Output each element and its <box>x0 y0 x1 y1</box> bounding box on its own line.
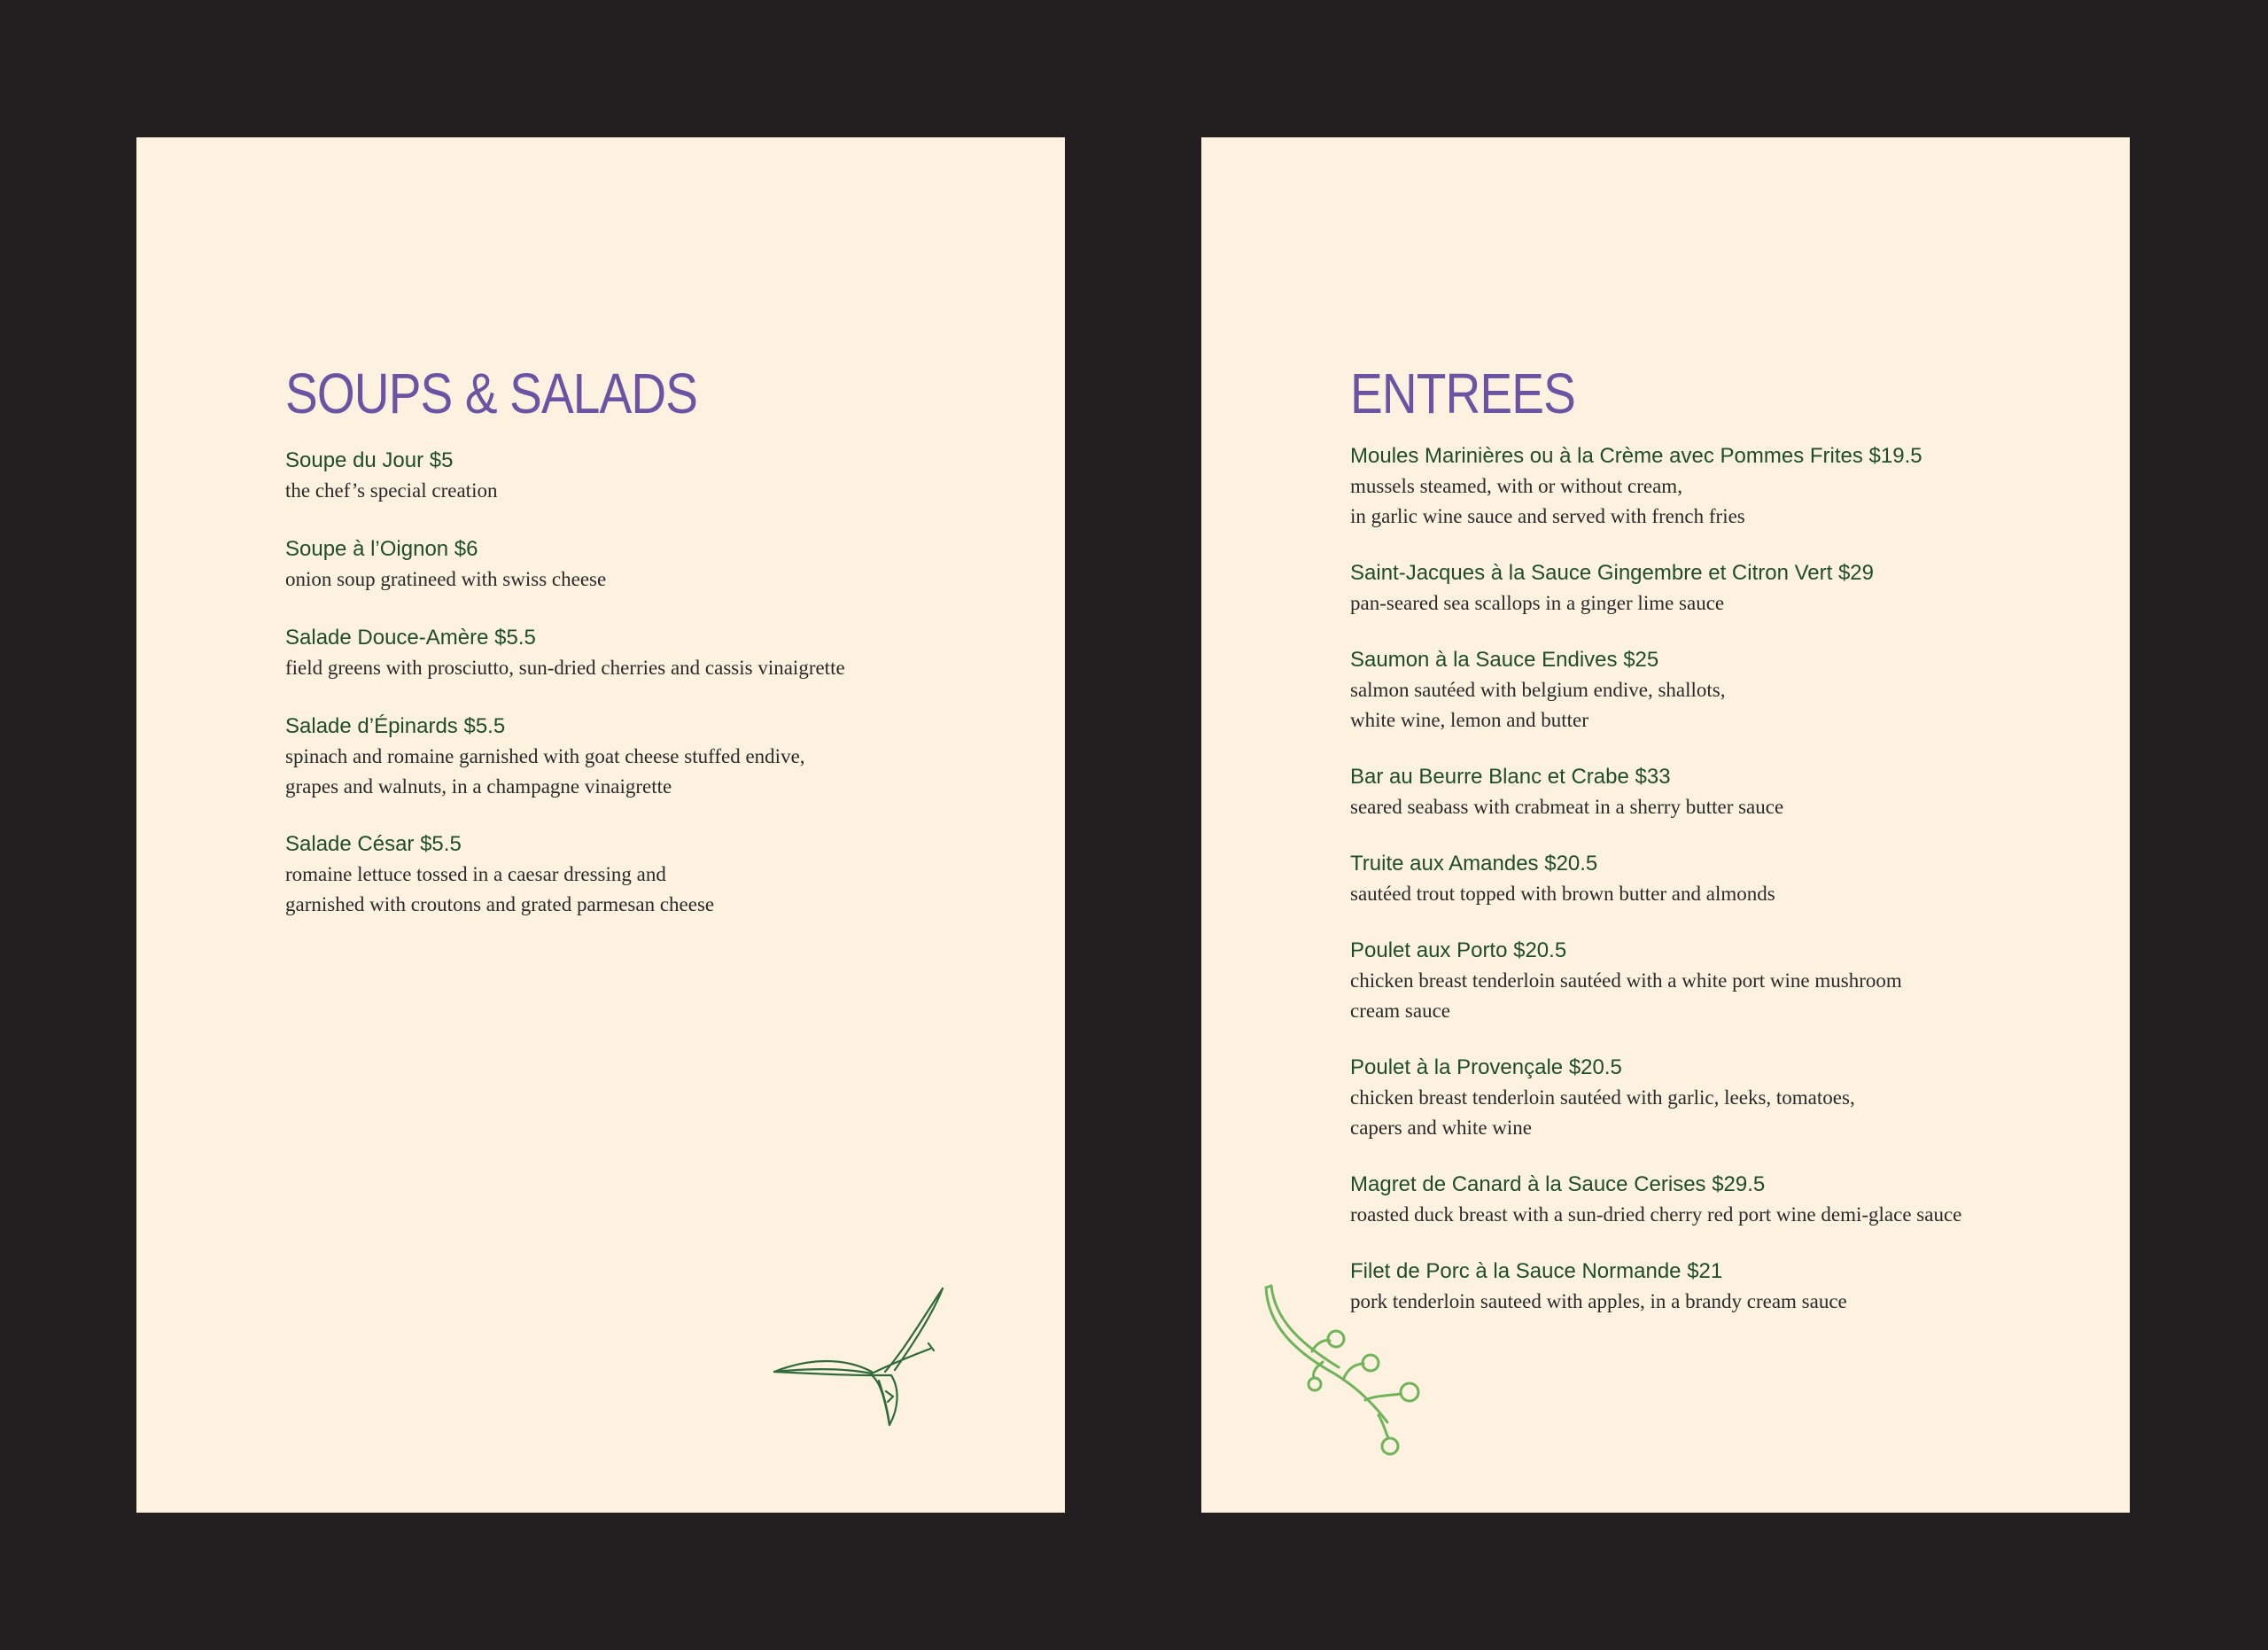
menu-item-name: Bar au Beurre Blanc et Crabe $33 <box>1350 765 1671 789</box>
menu-item-description: romaine lettuce tossed in a caesar dressing and <box>285 863 666 885</box>
menu-item-name: Salade d’Épinards $5.5 <box>285 714 506 738</box>
menu-item <box>285 534 1047 623</box>
menu-item-name: Filet de Porc à la Sauce Normande $21 <box>1350 1259 1723 1283</box>
section-title: ENTREES <box>1350 362 1575 425</box>
menu-item-description: spinach and romaine garnished with goat cheese stuffed endive, <box>285 745 805 767</box>
menu-item-description: white wine, lemon and butter <box>1350 709 1588 731</box>
menu-item <box>1350 936 2112 1053</box>
menu-page-entrees <box>1201 137 2130 1513</box>
menu-item-name: Saint-Jacques à la Sauce Gingembre et Citron Vert $29 <box>1350 561 1874 585</box>
menu-item-description: capers and white wine <box>1350 1117 1533 1139</box>
menu-item-name: Poulet à la Provençale $20.5 <box>1350 1055 1622 1079</box>
menu-page-soups-salads <box>136 137 1065 1513</box>
menu-item <box>1350 762 2112 849</box>
menu-item-description: pan-seared sea scallops in a ginger lime sauce <box>1350 592 1725 614</box>
menu-item <box>1350 558 2112 645</box>
menu-item-name: Soupe du Jour $5 <box>285 448 454 472</box>
menu-items-list <box>1350 441 2112 1343</box>
menu-item <box>1350 1257 2112 1343</box>
menu-item-name: Salade César $5.5 <box>285 832 462 856</box>
menu-item-description: mussels steamed, with or without cream, <box>1350 475 1682 497</box>
menu-item <box>285 712 1047 829</box>
menu-item-description: onion soup gratineed with swiss cheese <box>285 568 607 590</box>
menu-item-description: sautéed trout topped with brown butter and almonds <box>1350 883 1775 905</box>
menu-item-name: Salade Douce-Amère $5.5 <box>285 626 536 650</box>
menu-item-description: grapes and walnuts, in a champagne vinaigrette <box>285 775 672 798</box>
menu-item-description: cream sauce <box>1350 1000 1451 1022</box>
menu-item-name: Truite aux Amandes $20.5 <box>1350 852 1598 876</box>
menu-item-name: Saumon à la Sauce Endives $25 <box>1350 648 1659 672</box>
menu-item-description: in garlic wine sauce and served with french fries <box>1350 505 1745 527</box>
menu-item <box>1350 645 2112 762</box>
menu-item-name: Magret de Canard à la Sauce Cerises $29.5 <box>1350 1172 1766 1196</box>
menu-item-description: chicken breast tenderloin sautéed with a white port wine mushroom <box>1350 969 1902 992</box>
menu-item <box>1350 1170 2112 1257</box>
menu-item-name: Soupe à l’Oignon $6 <box>285 537 478 561</box>
section-title: SOUPS & SALADS <box>285 362 698 425</box>
menu-items-list <box>285 446 1047 947</box>
menu-item-description: roasted duck breast with a sun-dried cherry red port wine demi-glace sauce <box>1350 1203 1962 1226</box>
menu-item <box>1350 849 2112 936</box>
menu-item-description: pork tenderloin sauteed with apples, in a brandy cream sauce <box>1350 1290 1847 1312</box>
menu-item <box>1350 441 2112 558</box>
menu-item <box>285 446 1047 534</box>
leaf-sprig-icon <box>739 1276 969 1436</box>
menu-item <box>285 623 1047 712</box>
menu-item-name: Moules Marinières ou à la Crème avec Pommes Frites $19.5 <box>1350 444 1922 468</box>
menu-item-description: chicken breast tenderloin sautéed with garlic, leeks, tomatoes, <box>1350 1086 1855 1109</box>
berry-branch-icon <box>1259 1280 1463 1458</box>
menu-item-description: salmon sautéed with belgium endive, shallots, <box>1350 679 1726 701</box>
menu-item-description: the chef’s special creation <box>285 479 498 502</box>
menu-item-description: field greens with prosciutto, sun-dried cherries and cassis vinaigrette <box>285 657 845 679</box>
menu-item <box>285 829 1047 947</box>
menu-item-name: Poulet aux Porto $20.5 <box>1350 938 1567 962</box>
menu-item <box>1350 1053 2112 1170</box>
menu-item-description: seared seabass with crabmeat in a sherry butter sauce <box>1350 796 1784 818</box>
menu-item-description: garnished with croutons and grated parmesan cheese <box>285 893 715 915</box>
